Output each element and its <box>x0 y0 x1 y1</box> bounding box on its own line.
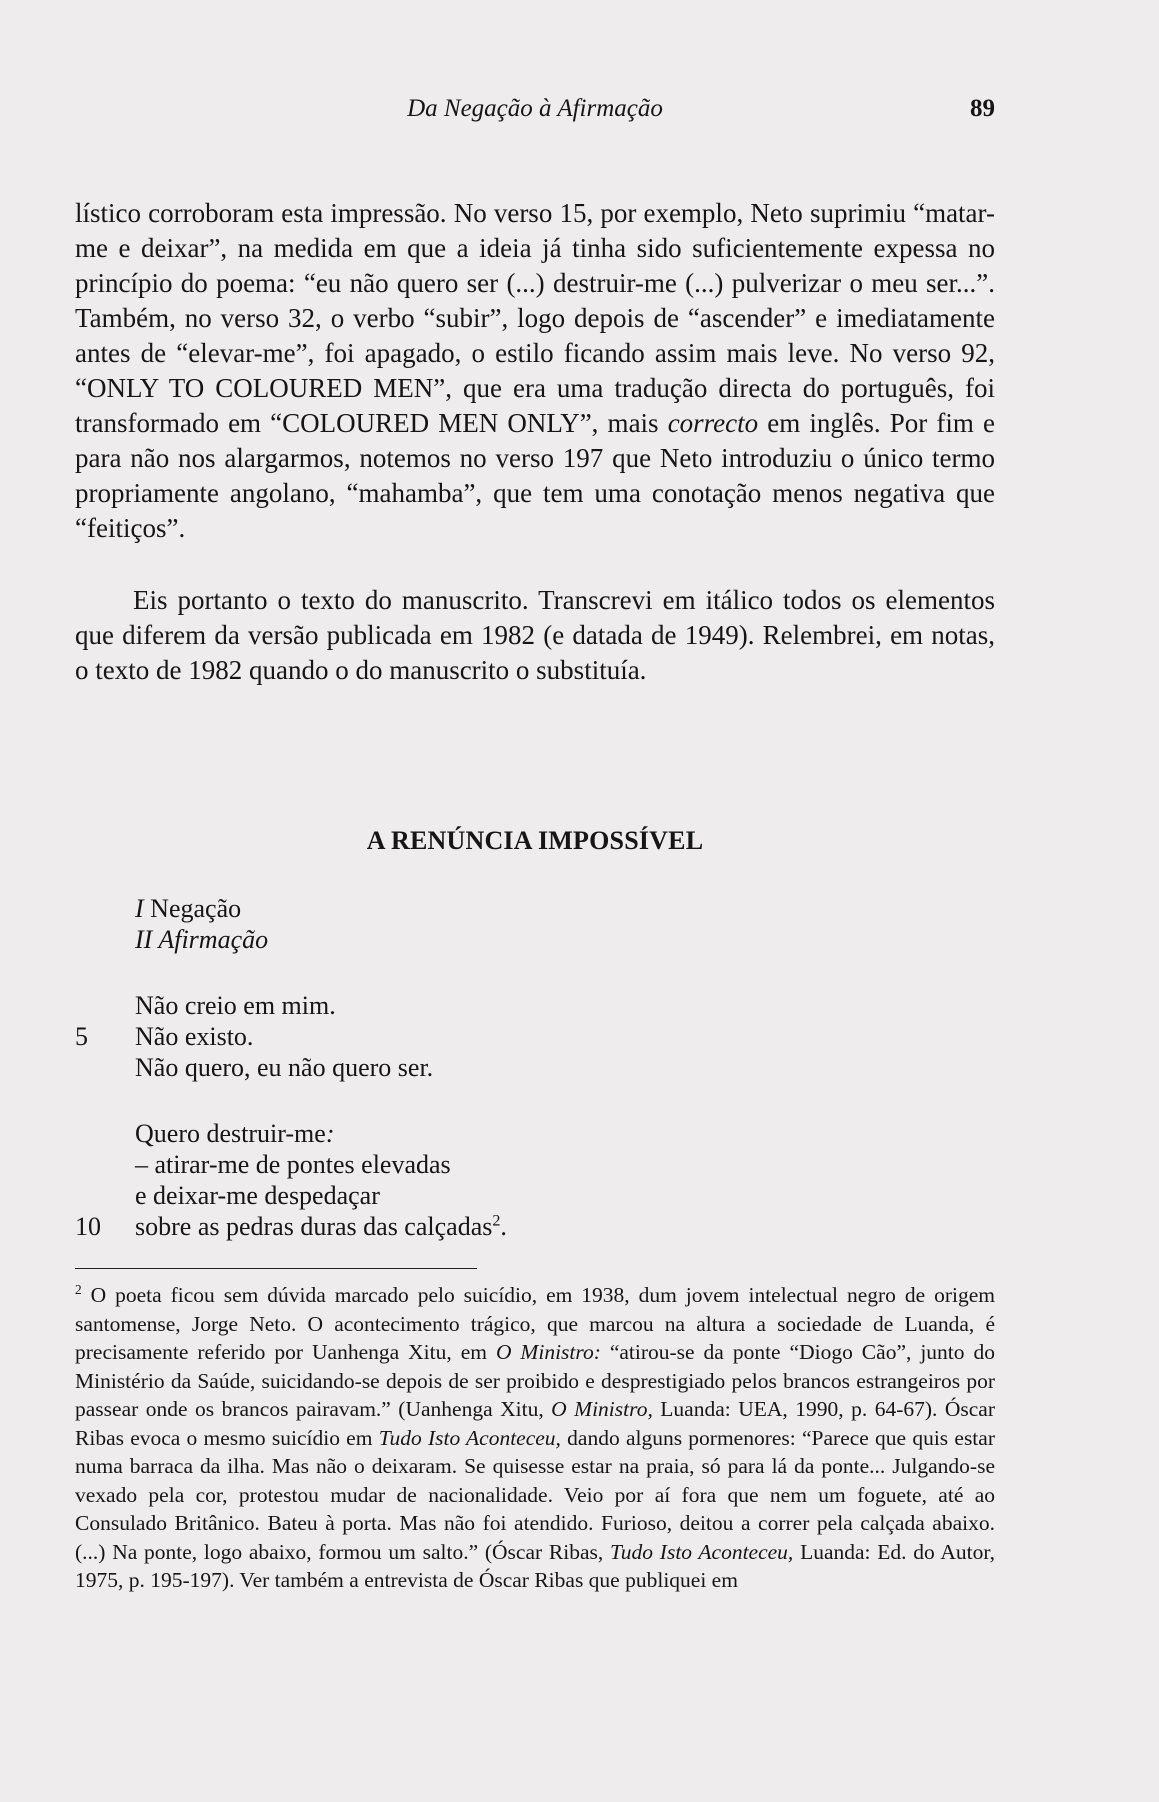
poem-stanza-1 <box>75 990 975 1083</box>
verse-line <box>75 990 975 1021</box>
verse-text: e deixar-me despedaçar <box>135 1181 380 1210</box>
poem-part-label: Negação <box>143 894 242 923</box>
verse-line <box>75 1180 975 1211</box>
poem-stanza-2 <box>75 1118 975 1242</box>
page-number: 89 <box>970 95 995 122</box>
poem-part-numeral: I <box>135 894 144 923</box>
verse-suffix: : <box>325 1119 335 1148</box>
footnote-italic: O Ministro, <box>551 1397 653 1421</box>
paragraph-1 <box>75 196 995 546</box>
footnote-text: dando alguns pormenores: “Parece que quis estar numa barraca da ilha. Mas não o deixaram. Se quisesse estar na praia, só para lá da ponte... Julgando-se vexado pela cor, protestou mudar de nacionalidade. Veio por aí fora que nem um foguete, até ao Consulado Britânico. Bateu à porta. Mas não foi atendido. Furioso, deitou a correr pela calçada abaixo. (...) Na ponte, logo abaixo, formou um salto.” (Óscar Ribas, <box>75 1425 995 1564</box>
poem-title: A RENÚNCIA IMPOSSÍVEL <box>366 826 704 855</box>
footnote-divider <box>75 1268 477 1269</box>
verse-text: Não creio em mim. <box>135 991 336 1020</box>
paragraph-2: Eis portanto o texto do manuscrito. Transcrevi em itálico todos os elementos que diferem da versão publicada em 1982 (e datada de 1949). Relembrei, em notas, o texto de 1982 quando o do manuscrito o substituía. <box>75 585 995 685</box>
footnote-italic: Tudo Isto Aconteceu, <box>378 1425 561 1450</box>
footnote-italic: Tudo Isto Aconteceu, <box>610 1539 794 1564</box>
page-header <box>75 95 995 131</box>
poem-part <box>75 893 975 924</box>
poem-part-numeral: II Afirmação <box>135 925 269 954</box>
verse-text: Não quero, eu não quero ser. <box>135 1053 434 1082</box>
verse-line <box>75 1211 975 1242</box>
verse-number: 10 <box>75 1212 101 1241</box>
footnote-2 <box>75 1281 995 1595</box>
footnote-text: “atirou-se da ponte “Diogo Cão”, junto do Ministério da Saúde, suicidando-se depois de ser proibido e desprestigiado pelos brancos estrangeiros por passear onde os brancos pairavam.” (Uanhenga Xitu, <box>75 1340 995 1421</box>
verse-text: Não existo. <box>135 1022 254 1051</box>
verse-line <box>75 1021 975 1052</box>
footnote-marker: 2 <box>75 1281 82 1297</box>
verse-suffix: . <box>500 1212 507 1241</box>
verse-text: Quero destruir-me <box>135 1119 326 1148</box>
footnote-text: Luanda: UEA, 1990, p. 64-67). Óscar Ribas evoca o mesmo suicídio em <box>75 1397 996 1450</box>
footnote-italic: O Ministro: <box>495 1340 601 1364</box>
verse-text: – atirar-me de pontes elevadas <box>135 1150 451 1179</box>
verse-line <box>75 1149 975 1180</box>
footnote-reference[interactable]: 2 <box>492 1212 501 1230</box>
verse-line <box>75 1052 975 1083</box>
footnote-text: O poeta ficou sem dúvida marcado pelo suicídio, em 1938, dum jovem intelectual negro de origem santomense, Jorge Neto. O acontecimento trágico, que marcou na altura a sociedade de Luanda, é precisamente referido por Uanhenga Xitu, em <box>75 1283 995 1364</box>
paragraph-1-text-b: em inglês. Por fim e para não nos alargarmos, notemos no verso 197 que Neto introduziu o único termo propriamente angolano, “mahamba”, que tem uma conotação menos negativa que “feitiços”. <box>75 408 995 543</box>
running-title: Da Negação à Afirmação <box>407 95 663 122</box>
verse-number: 5 <box>75 1022 88 1051</box>
paragraph-1-text-a: lístico corroboram esta impressão. No verso 15, por exemplo, Neto suprimiu “matar-me e deixar”, na medida em que a ideia já tinha sido suficientemente expessa no princípio do poema: “eu não quero ser (...) destruir-me (...) pulverizar o meu ser...”. Também, no verso 32, o verbo “subir”, logo depois de “ascender” e imediatamente antes de “elevar-me”, foi apagado, o estilo ficando assim mais leve. No verso 92, “ONLY TO COLOURED MEN”, que era uma tradução directa do português, foi transformado em “COLOURED MEN ONLY”, mais <box>75 198 995 438</box>
footnote-text: Luanda: Ed. do Autor, 1975, p. 195-197). Ver também a entrevista de Óscar Ribas que publiquei em <box>75 1539 996 1592</box>
paragraph-1-italic: correcto <box>667 408 759 438</box>
verse-text: sobre as pedras duras das calçadas <box>135 1212 493 1241</box>
verse-line <box>75 1118 975 1149</box>
poem-parts <box>75 893 975 955</box>
poem-part <box>75 924 975 955</box>
